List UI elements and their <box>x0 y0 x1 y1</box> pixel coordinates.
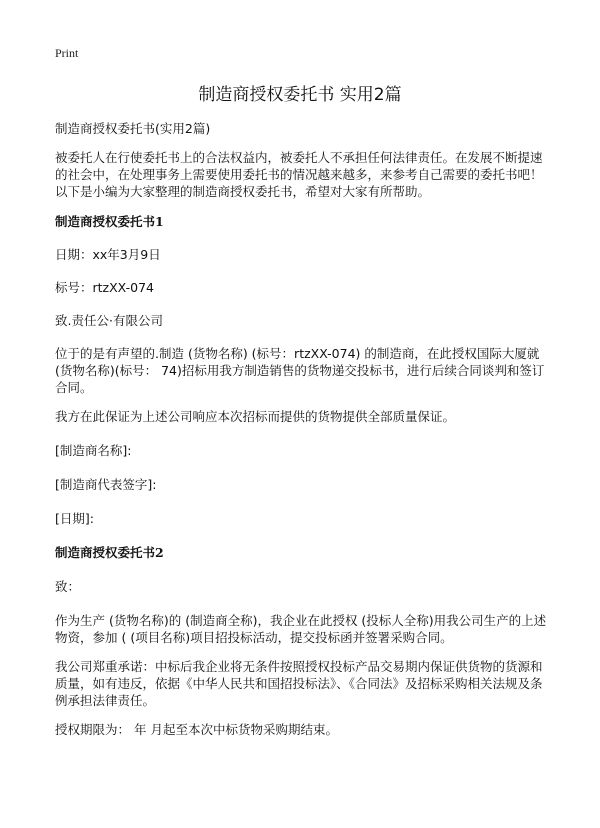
field-representative-signature: [制造商代表签字]: <box>55 477 157 492</box>
section1-paragraph-1: 位于的是有声望的.制造 (货物名称) (标号：rtzXX-074) 的制造商，在此授权国际大厦就 (货物名称)(标号： 74)招标用我方制造销售的货物递交投标书，进行后续合同谈判和签订合同。 <box>55 346 545 395</box>
section2-paragraph-3: 授权期限为： 年 月起至本次中标货物采购期结束。 <box>55 722 338 737</box>
document-body <box>55 120 550 738</box>
section2-paragraph-2: 我公司郑重承诺：中标后我企业将无条件按照授权投标产品交易期内保证供货物的货源和质量，如有违反，依据《中华人民共和国招投标法》、《合同法》及招标采购相关法规及条例承担法律责任。 <box>55 659 543 708</box>
field-manufacturer-name: [制造商名称]: <box>55 443 132 458</box>
section1-recipient: 致.责任公·有限公司 <box>55 313 163 328</box>
section1-heading: 制造商授权委托书1 <box>55 214 164 229</box>
intro-paragraph: 被委托人在行使委托书上的合法权益内，被委托人不承担任何法律责任。在发展不断提速的社会中，在处理事务上需要使用委托书的情况越来越多，来参考自己需要的委托书吧！以下是小编为大家整理的制造商授权委托书，希望对大家有所帮助。 <box>55 150 543 199</box>
section2-recipient: 致： <box>55 579 81 594</box>
print-link[interactable]: Print <box>55 46 79 60</box>
section2-paragraph-1: 作为生产 (货物名称)的 (制造商全称)，我企业在此授权 (投标人全称)用我公司生产的上述物资，参加 ( (项目名称)项目招投标活动，提交投标函并签署采购合同。 <box>55 613 547 645</box>
section1-ref: 标号：rtzXX-074 <box>55 280 154 295</box>
document-title: 制造商授权委托书 实用2篇 <box>198 85 402 105</box>
field-date: [日期]: <box>55 511 94 526</box>
section2-heading: 制造商授权委托书2 <box>55 545 164 560</box>
section1-paragraph-2: 我方在此保证为上述公司响应本次招标而提供的货物提供全部质量保证。 <box>55 409 456 424</box>
section1-date: 日期：xx年3月9日 <box>55 247 161 262</box>
document-subtitle: 制造商授权委托书(实用2篇) <box>55 121 211 136</box>
